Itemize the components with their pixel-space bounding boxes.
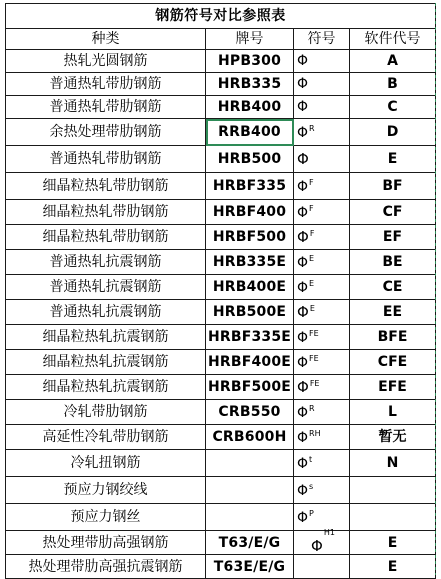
- symbol-superscript: FE: [309, 328, 319, 338]
- cell-symbol: [294, 325, 350, 350]
- rebar-symbol-icon: Φ: [297, 455, 309, 472]
- symbol-superscript: FE: [309, 378, 320, 388]
- cell-symbol: [294, 200, 350, 225]
- symbol-superscript: E: [309, 253, 315, 263]
- table-row: [6, 225, 436, 250]
- table-row: [6, 119, 436, 146]
- symbol-superscript: F: [309, 203, 314, 213]
- cell-name: 普通热轧抗震钢筋: [6, 300, 206, 325]
- cell-name: 普通热轧带肋钢筋: [6, 96, 206, 119]
- cell-name: 冷轧带肋钢筋: [6, 400, 206, 425]
- cell-name: 细晶粒热轧带肋钢筋: [6, 173, 206, 200]
- rebar-symbol-icon: Φ: [297, 99, 309, 115]
- cell-name: 预应力钢绞线: [6, 477, 206, 504]
- symbol-superscript: H1: [323, 528, 335, 537]
- symbol-superscript: R: [309, 123, 315, 133]
- rebar-symbol-icon: Φ: [297, 354, 309, 371]
- cell-grade: HPB300: [206, 50, 294, 73]
- rebar-symbol-icon: Φ: [297, 254, 309, 271]
- rebar-symbol-icon: Φ: [297, 429, 309, 446]
- cell-name: 普通热轧带肋钢筋: [6, 146, 206, 173]
- cell-grade: HRBF335E: [206, 325, 294, 350]
- cell-code: BF: [350, 173, 436, 200]
- cell-symbol: [294, 504, 350, 531]
- table-row: [6, 325, 436, 350]
- cell-grade: HRB400E: [206, 275, 294, 300]
- table-row: [6, 400, 436, 425]
- symbol-superscript: s: [309, 481, 314, 491]
- table-row: [6, 450, 436, 477]
- rebar-symbol-icon: Φ: [311, 537, 323, 555]
- cell-code: EE: [350, 300, 436, 325]
- table-row: [6, 250, 436, 275]
- table-row: [6, 531, 436, 555]
- cell-code: EFE: [350, 375, 436, 400]
- cell-name: 细晶粒热轧带肋钢筋: [6, 200, 206, 225]
- cell-symbol: [294, 250, 350, 275]
- cell-symbol: [294, 555, 350, 579]
- selection-dashed-border: [435, 3, 436, 575]
- cell-name: 热处理带肋高强钢筋: [6, 531, 206, 555]
- table-row: [6, 50, 436, 73]
- symbol-superscript: P: [309, 508, 314, 518]
- cell-symbol: [294, 73, 350, 96]
- header-kind: 种类: [6, 29, 206, 50]
- cell-name: 冷轧扭钢筋: [6, 450, 206, 477]
- rebar-symbol-icon: Φ: [297, 178, 309, 195]
- cell-code: CFE: [350, 350, 436, 375]
- cell-grade-selected[interactable]: RRB400: [206, 119, 294, 146]
- symbol-superscript: t: [309, 454, 313, 464]
- cell-grade: CRB550: [206, 400, 294, 425]
- cell-grade: [206, 504, 294, 531]
- cell-grade: HRB400: [206, 96, 294, 119]
- cell-code: [350, 504, 436, 531]
- cell-grade: [206, 450, 294, 477]
- cell-symbol: [294, 528, 350, 555]
- cell-grade: HRBF335: [206, 173, 294, 200]
- rebar-symbol-icon: Φ: [297, 76, 309, 92]
- cell-grade: HRBF400E: [206, 350, 294, 375]
- cell-grade: HRB335: [206, 73, 294, 96]
- cell-code: B: [350, 73, 436, 96]
- cell-grade: HRBF400: [206, 200, 294, 225]
- table-row: [6, 146, 436, 173]
- cell-name: 热轧光圆钢筋: [6, 50, 206, 73]
- cell-name: 高延性冷轧带肋钢筋: [6, 425, 206, 450]
- cell-code: CE: [350, 275, 436, 300]
- cell-code: BE: [350, 250, 436, 275]
- cell-code: EF: [350, 225, 436, 250]
- rebar-symbol-icon: Φ: [297, 227, 309, 246]
- symbol-superscript: F: [309, 228, 315, 238]
- cell-code: E: [350, 146, 436, 173]
- title-row: [6, 4, 436, 29]
- symbol-superscript: R: [309, 403, 315, 413]
- table-title: 钢筋符号对比参照表: [6, 4, 436, 29]
- rebar-symbol-icon: Φ: [297, 149, 309, 168]
- cell-symbol: [294, 96, 350, 119]
- cell-name: 余热处理带肋钢筋: [6, 119, 206, 146]
- rebar-symbol-icon: Φ: [297, 509, 309, 526]
- cell-symbol: [294, 146, 350, 173]
- rebar-high-strength-symbol-icon: [311, 528, 335, 555]
- table-row: [6, 425, 436, 450]
- cell-grade: HRB500: [206, 146, 294, 173]
- table-row: [6, 477, 436, 504]
- cell-symbol: [294, 375, 350, 400]
- rebar-symbol-icon: Φ: [297, 377, 309, 396]
- table-row: [6, 504, 436, 531]
- rebar-symbol-icon: Φ: [297, 53, 309, 69]
- cell-code: D: [350, 119, 436, 146]
- rebar-symbol-table: [5, 3, 436, 579]
- cell-name: 细晶粒热轧带肋钢筋: [6, 225, 206, 250]
- cell-name: 细晶粒热轧抗震钢筋: [6, 375, 206, 400]
- table-row: [6, 275, 436, 300]
- cell-code: E: [350, 531, 436, 555]
- cell-code: L: [350, 400, 436, 425]
- cell-symbol: [294, 477, 350, 504]
- cell-grade: HRB335E: [206, 250, 294, 275]
- cell-code: CF: [350, 200, 436, 225]
- cell-symbol: [294, 400, 350, 425]
- cell-code: N: [350, 450, 436, 477]
- cell-symbol: [294, 300, 350, 325]
- cell-name: 普通热轧抗震钢筋: [6, 275, 206, 300]
- cell-code: C: [350, 96, 436, 119]
- cell-symbol: [294, 275, 350, 300]
- cell-grade: HRBF500: [206, 225, 294, 250]
- cell-grade: T63/E/G: [206, 531, 294, 555]
- symbol-superscript: F: [309, 177, 314, 187]
- rebar-symbol-icon: Φ: [297, 329, 309, 346]
- symbol-superscript: E: [309, 278, 315, 288]
- symbol-superscript: FE: [309, 353, 319, 363]
- symbol-superscript: E: [309, 303, 315, 313]
- table-row: [6, 173, 436, 200]
- header-code: 软件代号: [350, 29, 436, 50]
- table-row: [6, 200, 436, 225]
- table-row: [6, 73, 436, 96]
- cell-name: 普通热轧抗震钢筋: [6, 250, 206, 275]
- header-row: [6, 29, 436, 50]
- rebar-symbol-icon: Φ: [297, 279, 309, 296]
- rebar-symbol-icon: Φ: [297, 302, 309, 321]
- cell-name: 预应力钢丝: [6, 504, 206, 531]
- cell-grade: HRBF500E: [206, 375, 294, 400]
- cell-symbol: [294, 50, 350, 73]
- cell-name: 普通热轧带肋钢筋: [6, 73, 206, 96]
- cell-code: A: [350, 50, 436, 73]
- header-symbol: 符号: [294, 29, 350, 50]
- table-row: [6, 300, 436, 325]
- rebar-symbol-icon: Φ: [297, 482, 309, 499]
- cell-code: [350, 477, 436, 504]
- rebar-symbol-icon: Φ: [297, 124, 309, 141]
- cell-name: 细晶粒热轧抗震钢筋: [6, 325, 206, 350]
- header-grade: 牌号: [206, 29, 294, 50]
- cell-name: 热处理带肋高强抗震钢筋: [6, 555, 206, 579]
- cell-grade: HRB500E: [206, 300, 294, 325]
- cell-code: E: [350, 555, 436, 579]
- cell-grade: [206, 477, 294, 504]
- cell-symbol: [294, 225, 350, 250]
- rebar-symbol-icon: Φ: [297, 204, 309, 221]
- cell-symbol: [294, 119, 350, 146]
- cell-grade: CRB600H: [206, 425, 294, 450]
- cell-code: 暂无: [350, 425, 436, 450]
- cell-grade: T63E/E/G: [206, 555, 294, 579]
- cell-code: BFE: [350, 325, 436, 350]
- cell-symbol: [294, 425, 350, 450]
- cell-symbol: [294, 350, 350, 375]
- symbol-superscript: RH: [309, 428, 321, 438]
- table-row: [6, 96, 436, 119]
- cell-name: 细晶粒热轧抗震钢筋: [6, 350, 206, 375]
- rebar-symbol-icon: Φ: [297, 404, 309, 421]
- cell-symbol: [294, 173, 350, 200]
- table-row: [6, 555, 436, 579]
- table-row: [6, 350, 436, 375]
- table-row: [6, 375, 436, 400]
- cell-symbol: [294, 450, 350, 477]
